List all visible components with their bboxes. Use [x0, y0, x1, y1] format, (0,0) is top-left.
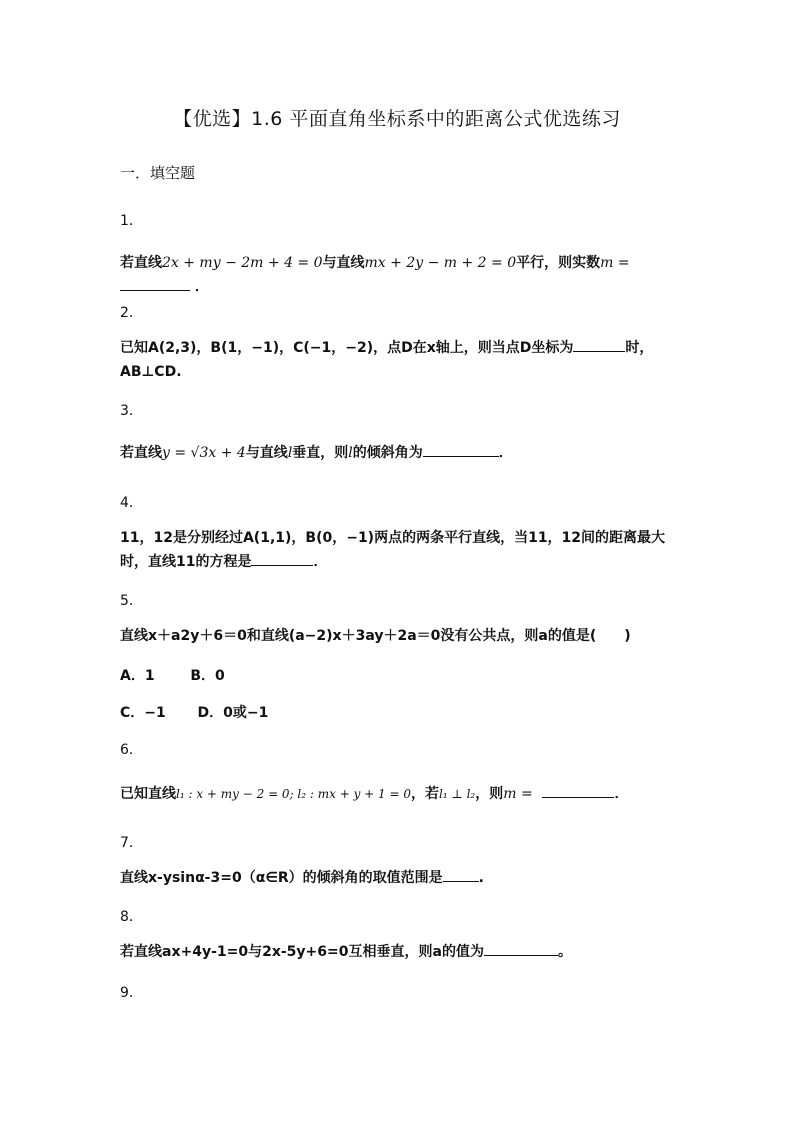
answer-blank-6[interactable] [542, 783, 614, 798]
question-6-text-mid: ，若 [411, 786, 439, 802]
question-3-text-pre: 若直线 [120, 445, 162, 461]
question-1-end: ． [194, 279, 209, 295]
question-2 [120, 336, 690, 384]
option-a[interactable]: A．1 [120, 668, 155, 684]
question-1-text-post: 平行，则实数 [516, 255, 601, 271]
answer-blank-4[interactable] [251, 551, 313, 566]
question-3-line-symbol-2: l [348, 445, 353, 461]
question-4-end: ． [313, 554, 328, 570]
question-6 [120, 782, 690, 806]
question-2-line-1: 已知A(2,3)，B(1，−1)，C(−1，−2)，点D在x轴上，则当点D坐标为 [120, 340, 574, 356]
question-3-equation: y = √3x + 4 [162, 445, 246, 461]
question-number-1: 1． [120, 213, 143, 229]
question-3-text-post: 垂直，则 [292, 445, 349, 461]
question-5: 直线x＋a2y＋6＝0和直线(a−2)x＋3ay＋2a＝0没有公共点，则a的值是( ) [120, 628, 631, 644]
question-4-line-2: 时，直线11的方程是 [120, 554, 252, 570]
question-3-text-mid: 与直线 [245, 445, 288, 461]
question-7-text: 直线x-ysinα-3=0（α∈R）的倾斜角的取值范围是 [120, 870, 443, 886]
question-number-7: 7． [120, 835, 143, 851]
question-8-text: 若直线ax+4y-1=0与2x-5y+6=0互相垂直，则a的值为 [120, 944, 484, 960]
question-6-condition: l₁ ⊥ l₂ [439, 787, 476, 801]
question-3-end: ． [498, 445, 513, 461]
question-7-end: . [478, 870, 484, 886]
question-6-text-pre: 已知直线 [120, 786, 176, 802]
answer-blank-2[interactable] [573, 337, 625, 352]
question-4-line-1: 11，12是分别经过A(1,1)，B(0，−1)两点的两条平行直线，当11，12间的距离最大 [120, 530, 666, 546]
question-number-3: 3． [120, 403, 143, 419]
page-title: 【优选】1.6 平面直角坐标系中的距离公式优选练习 [173, 108, 621, 130]
question-1 [120, 251, 690, 299]
question-number-4: 4． [120, 495, 143, 511]
question-number-5: 5． [120, 593, 143, 609]
option-b[interactable]: B．0 [190, 668, 225, 684]
question-2-line-1-end: 时， [625, 340, 654, 356]
question-number-8: 8． [120, 909, 143, 925]
question-1-variable: m = [600, 255, 630, 271]
question-8-end: 。 [557, 944, 572, 960]
question-1-equation-1: 2x + my − 2m + 4 = 0 [162, 255, 323, 271]
question-8 [120, 940, 690, 964]
question-6-variable: m = [503, 786, 533, 802]
answer-blank-3[interactable] [423, 442, 499, 457]
question-number-2: 2． [120, 305, 143, 321]
question-4 [120, 526, 690, 574]
question-3-text-post-2: 的倾斜角为 [352, 445, 423, 461]
options-row-2 [120, 702, 268, 722]
section-heading: 一．填空题 [120, 164, 196, 182]
answer-blank-7[interactable] [443, 867, 479, 882]
question-2-line-2: AB⊥CD. [120, 364, 182, 380]
question-3-line-symbol: l [287, 445, 293, 461]
options-row-1 [120, 665, 225, 685]
question-1-text-pre: 若直线 [120, 255, 162, 271]
answer-blank-8[interactable] [484, 941, 558, 956]
question-3 [120, 441, 690, 465]
option-c[interactable]: C．−1 [120, 705, 166, 721]
answer-blank-1[interactable] [120, 276, 190, 291]
question-number-9: 9． [120, 985, 143, 1001]
question-6-end: ． [614, 786, 629, 802]
question-1-text-mid: 与直线 [322, 255, 365, 271]
question-7 [120, 866, 690, 890]
question-1-equation-2: mx + 2y − m + 2 = 0 [364, 255, 517, 271]
question-number-6: 6． [120, 742, 143, 758]
question-6-text-post: ，则 [475, 786, 504, 802]
option-d[interactable]: D．0或−1 [197, 705, 269, 721]
question-6-equations: l₁ : x + my − 2 = 0; l₂ : mx + y + 1 = 0 [176, 787, 411, 801]
